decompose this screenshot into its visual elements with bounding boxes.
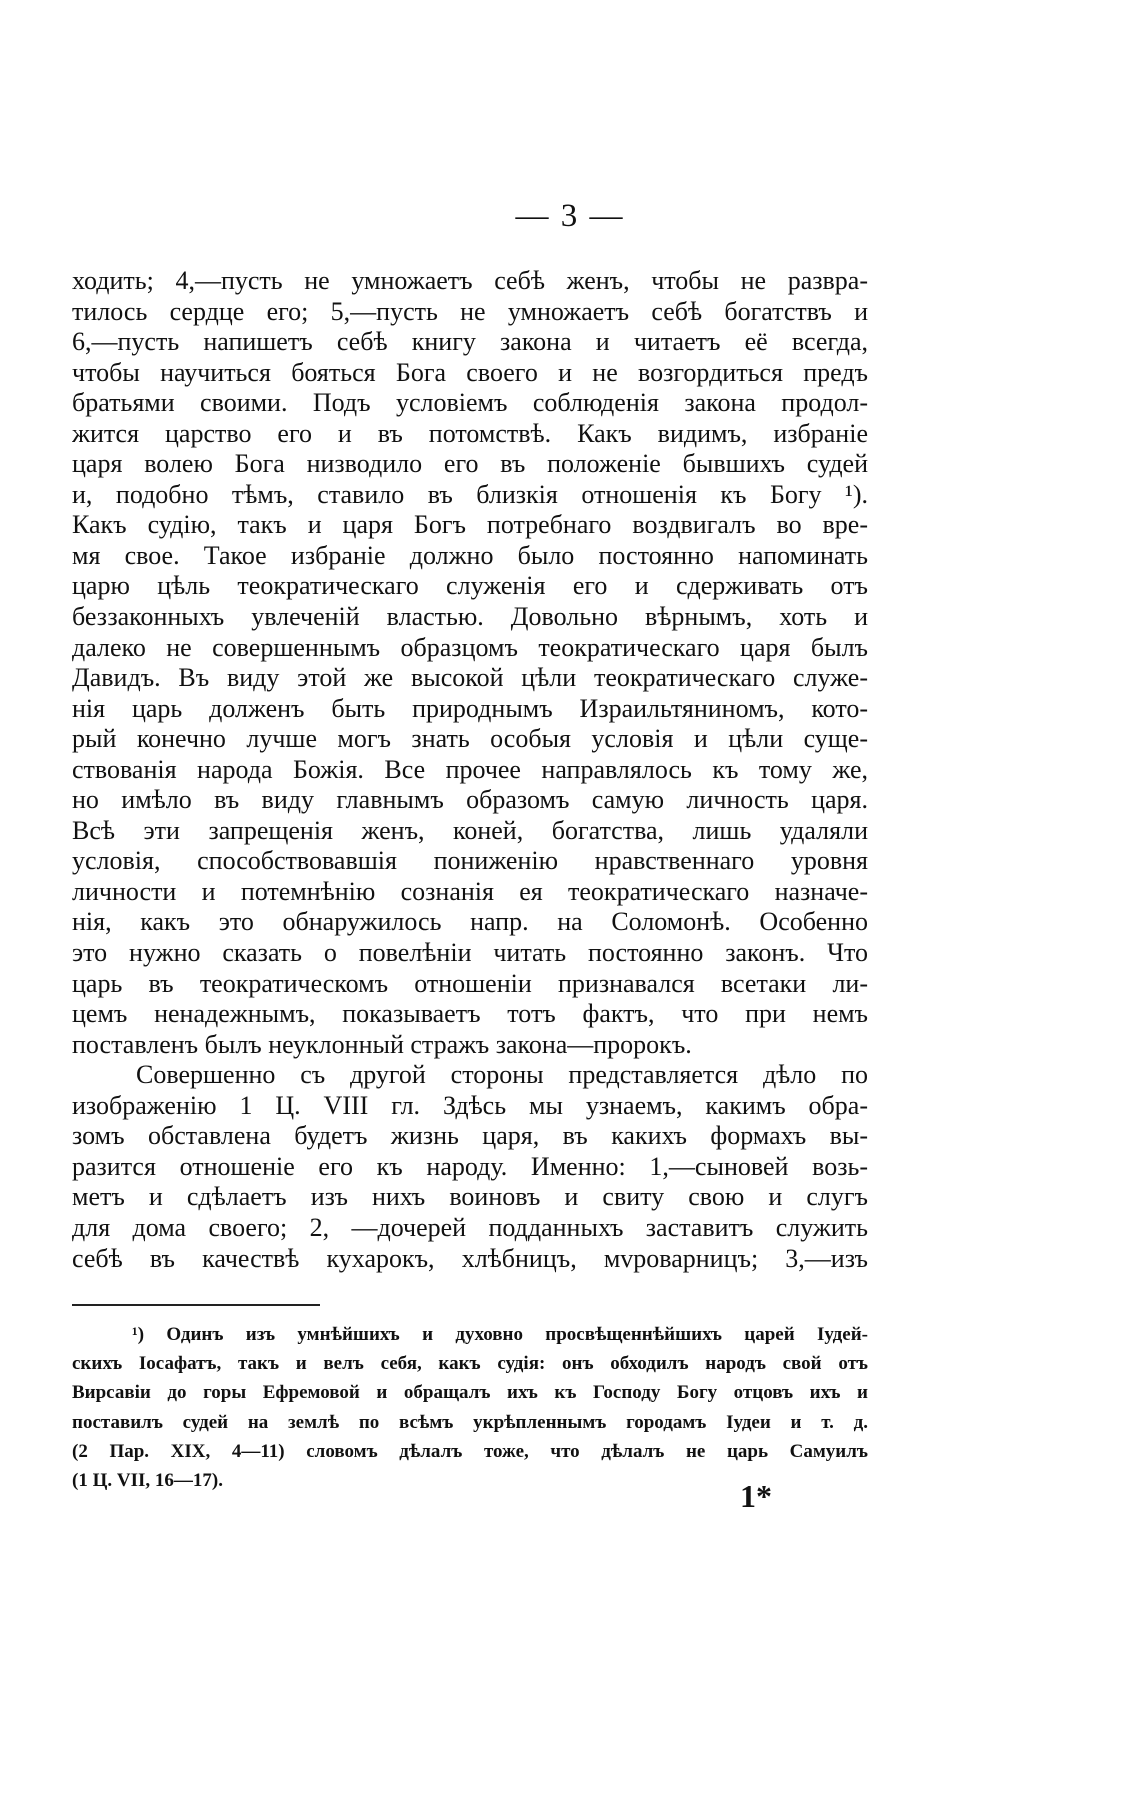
text-line: но имѣло въ виду главнымъ образомъ самую личность царя. <box>72 785 868 815</box>
text-line: метъ и сдѣлаетъ изъ нихъ воиновъ и свиту свою и слугъ <box>72 1182 868 1212</box>
text-line: братьями своими. Подъ условіемъ соблюденія закона продол- <box>72 388 868 418</box>
text-line: рый конечно лучше могъ знать особыя условія и цѣли суще- <box>72 724 868 754</box>
text-line: 6,—пусть напишетъ себѣ книгу закона и читаетъ её всегда, <box>72 327 868 357</box>
text-line: царя волею Бога низводило его въ положеніе бывшихъ судей <box>72 449 868 479</box>
text-line: далеко не совершеннымъ образцомъ теократическаго царя былъ <box>72 632 868 662</box>
text-line: личности и потемнѣнію сознанія ея теократическаго назначе- <box>72 876 868 906</box>
footnote-line: (2 Пар. XIX, 4—11) словомъ дѣлалъ тоже, что дѣлалъ не царь Самуилъ <box>72 1440 868 1462</box>
footnote-line: поставилъ судей на землѣ по всѣмъ укрѣпленнымъ городамъ Іудеи и т. д. <box>72 1411 868 1433</box>
footnote-block <box>72 1320 868 1495</box>
signature-mark: 1* <box>740 1478 772 1514</box>
text-line: нія царь долженъ быть природнымъ Израильтяниномъ, кото- <box>72 693 868 723</box>
footnote-line: (1 Ц. VII, 16—17). <box>72 1469 223 1491</box>
text-line: разится отношеніе его къ народу. Именно: 1,—сыновей возь- <box>72 1151 868 1181</box>
text-line: ствованія народа Божія. Все прочее направлялось къ тому же, <box>72 754 868 784</box>
footnote-line: ¹) Одинъ изъ умнѣйшихъ и духовно просвѣщеннѣйшихъ царей Іудей- <box>132 1324 868 1345</box>
text-line: чтобы научиться бояться Бога своего и не возгордиться предъ <box>72 357 868 387</box>
text-line: царю цѣль теократическаго служенія его и сдерживать отъ <box>72 571 868 601</box>
text-line: себѣ въ качествѣ кухарокъ, хлѣбницъ, мvроварницъ; 3,—изъ <box>72 1243 868 1273</box>
text-line: Давидъ. Въ виду этой же высокой цѣли теократическаго служе- <box>72 663 868 693</box>
footnote-line: скихъ Іосафатъ, такъ и велъ себя, какъ судія: онъ обходилъ народъ свой отъ <box>72 1353 868 1375</box>
text-line: и, подобно тѣмъ, ставило въ близкія отношенія къ Богу ¹). <box>72 479 868 509</box>
text-line: Какъ судію, такъ и царя Богъ потребнаго воздвигалъ во вре- <box>72 510 868 540</box>
text-line: ходить; 4,—пусть не умножаетъ себѣ женъ, чтобы не развра- <box>72 266 868 295</box>
text-line: Всѣ эти запрещенія женъ, коней, богатства, лишь удаляли <box>72 815 868 845</box>
text-line: цемъ ненадежнымъ, показываетъ тотъ фактъ, что при немъ <box>72 999 868 1029</box>
main-text-body <box>72 266 868 1274</box>
text-line: беззаконныхъ увлеченій властью. Довольно вѣрнымъ, хоть и <box>72 602 868 632</box>
text-line: мя свое. Такое избраніе должно было постоянно напоминать <box>72 540 868 570</box>
text-line: царь въ теократическомъ отношеніи признавался всетаки ли- <box>72 968 868 998</box>
text-line: жится царство его и въ потомствѣ. Какъ видимъ, избраніе <box>72 418 868 448</box>
footnote-line: Вирсавіи до горы Ефремовой и обращалъ ихъ къ Господу Богу отцовъ ихъ и <box>72 1382 868 1404</box>
text-line: поставленъ былъ неуклонный стражъ закона—пророкъ. <box>72 1029 692 1059</box>
text-line: для дома своего; 2, —дочерей подданныхъ заставитъ служить <box>72 1212 868 1242</box>
text-line: зомъ обставлена будетъ жизнь царя, въ какихъ формахъ вы- <box>72 1121 868 1151</box>
text-line: тилось сердце его; 5,—пусть не умножаетъ себѣ богатствъ и <box>72 296 868 326</box>
text-line: изображенію 1 Ц. VIII гл. Здѣсь мы узнаемъ, какимъ обра- <box>72 1090 868 1120</box>
text-line: это нужно сказать о повелѣніи читать постоянно законъ. Что <box>72 938 868 968</box>
footnote-divider <box>72 1304 320 1306</box>
page-number: — 3 — <box>515 198 625 234</box>
text-line: условія, способствовавшія пониженію нравственнаго уровня <box>72 846 868 876</box>
text-line: нія, какъ это обнаружилось напр. на Соломонѣ. Особенно <box>72 907 868 937</box>
text-line: Совершенно съ другой стороны представляется дѣло по <box>136 1060 868 1090</box>
